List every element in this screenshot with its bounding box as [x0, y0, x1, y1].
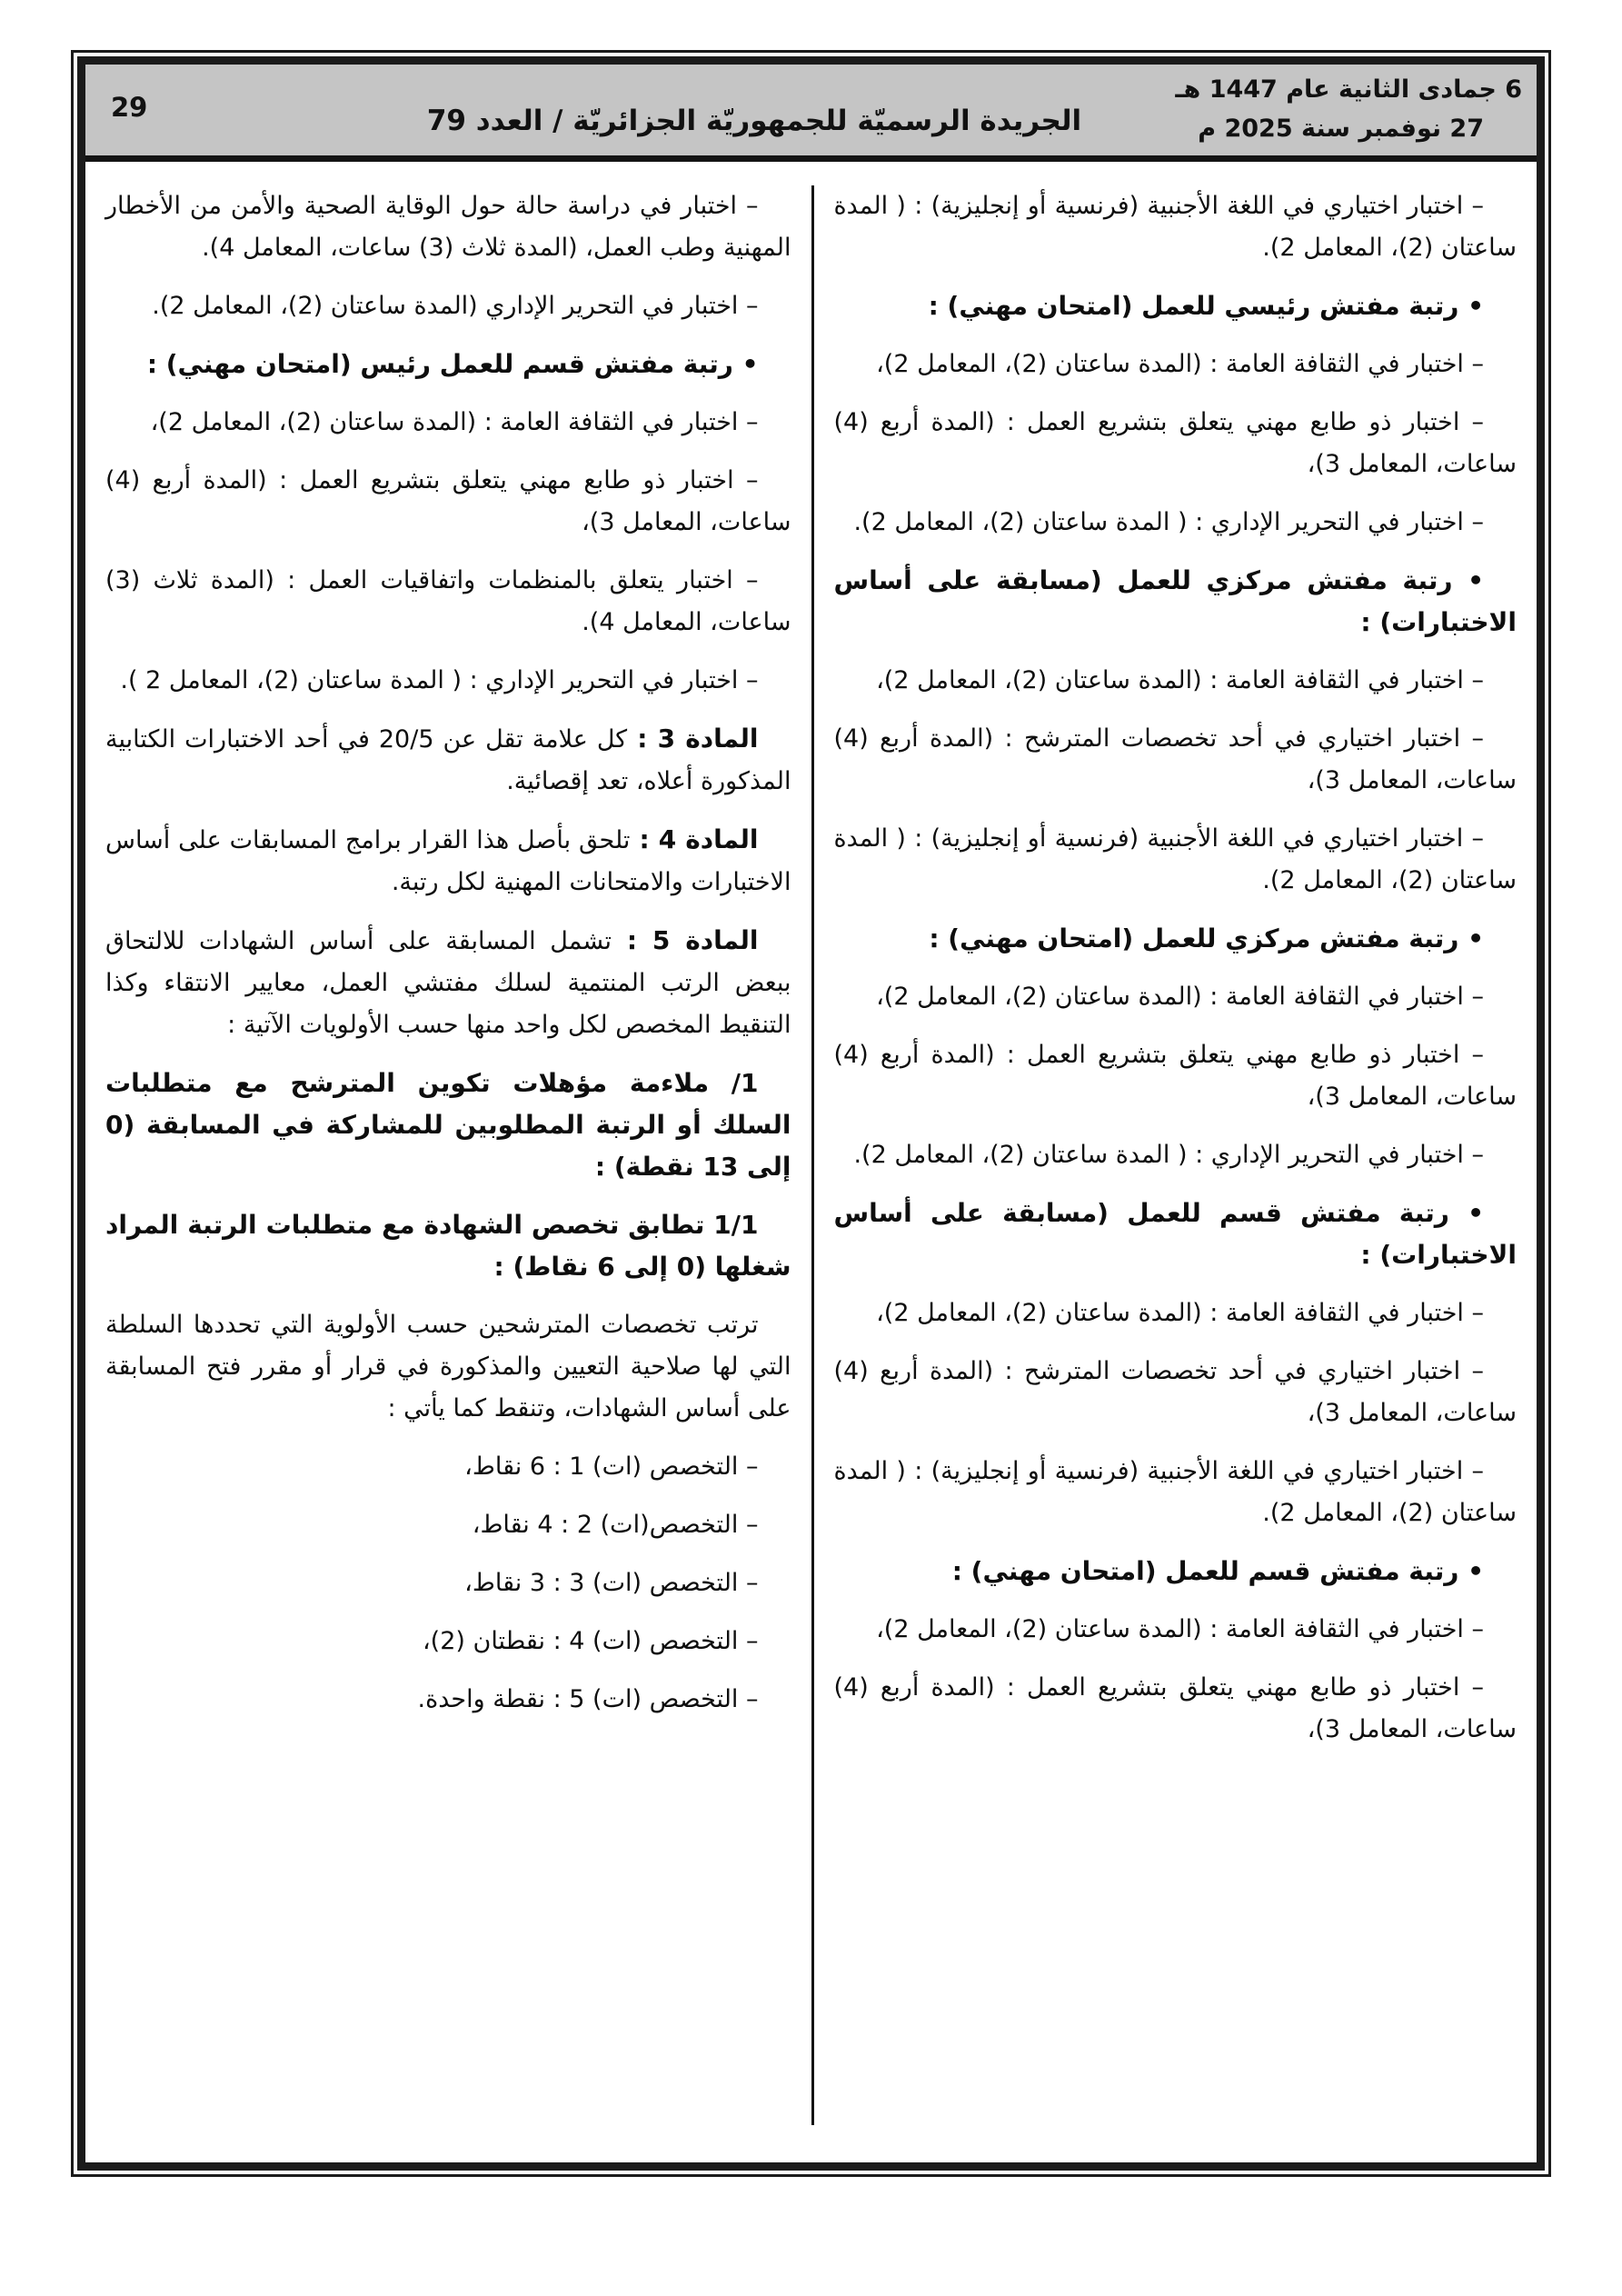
exam-item: – اختبار في الثقافة العامة : (المدة ساعتان (2)، المعامل 2)، [150, 408, 759, 436]
article-number: المادة 4 : [630, 824, 759, 854]
exam-item: – اختبار في الثقافة العامة : (المدة ساعتان (2)، المعامل 2)، [876, 666, 1484, 694]
exam-item: – اختبار في التحرير الإداري : ( المدة ساعتان (2)، المعامل 2). [853, 1141, 1484, 1169]
criteria-heading: 1/1 تطابق تخصص الشهادة مع متطلبات الرتبة المراد شغلها (0 إلى 6 نقاط) : [105, 1210, 791, 1282]
page-number: 29 [111, 92, 148, 123]
exam-item: – اختبار ذو طابع مهني يتعلق بتشريع العمل : (المدة أربع (4) ساعات، المعامل 3)، [833, 1673, 1517, 1743]
exam-item: – اختبار ذو طابع مهني يتعلق بتشريع العمل : (المدة أربع (4) ساعات، المعامل 3)، [833, 408, 1517, 478]
exam-item: – التخصص (ات) 5 : نقطة واحدة. [417, 1685, 759, 1713]
body-paragraph: ترتب تخصصات المترشحين حسب الأولوية التي تحددها السلطة التي لها صلاحية التعيين والمذكورة في قرار أو مقرر فتح المسابقة على أساس الشهادات، وتنقط كما يأتي : [105, 1311, 791, 1423]
exam-item: – التخصص(ات) 2 : 4 نقاط، [472, 1511, 759, 1539]
column-right [811, 185, 1537, 2125]
exam-item: – اختبار في دراسة حالة حول الوقاية الصحية والأمن من الأخطار المهنية وطب العمل، (المدة ثلاث (3) ساعات، المعامل 4). [105, 192, 791, 262]
article-number: المادة 3 : [627, 724, 759, 754]
masthead [85, 65, 1537, 162]
article-paragraph: المادة 4 : تلحق بأصل هذا القرار برامج المسابقات على أساس الاختبارات والامتحانات المهنية لكل رتبة. [105, 824, 791, 896]
exam-item: – التخصص (ات) 1 : 6 نقاط، [464, 1452, 759, 1481]
exam-item: – اختبار في التحرير الإداري : ( المدة ساعتان (2)، المعامل 2 ). [120, 666, 759, 694]
exam-item: – اختبار اختياري في أحد تخصصات المترشح : (المدة أربع (4) ساعات، المعامل 3)، [833, 1357, 1517, 1427]
exam-item: – اختبار اختياري في اللغة الأجنبية (فرنسية أو إنجليزية) : ( المدة ساعتان (2)، المعامل 2). [833, 824, 1517, 894]
page-body [85, 162, 1537, 2125]
exam-item: – اختبار اختياري في أحد تخصصات المترشح : (المدة أربع (4) ساعات، المعامل 3)، [833, 724, 1517, 794]
column-left [85, 185, 811, 2125]
hijri-date: 6 جمادى الثانية عام 1447 هـ [1175, 75, 1522, 104]
exam-item: – اختبار اختياري في اللغة الأجنبية (فرنسية أو إنجليزية) : ( المدة ساعتان (2)، المعامل 2). [833, 192, 1517, 262]
exam-item: – اختبار في التحرير الإداري : ( المدة ساعتان (2)، المعامل 2). [853, 508, 1484, 536]
rank-heading: • رتبة مفتش رئيسي للعمل (امتحان مهني) : [928, 291, 1484, 321]
exam-item: – اختبار في الثقافة العامة : (المدة ساعتان (2)، المعامل 2)، [876, 983, 1484, 1011]
exam-item: – اختبار ذو طابع مهني يتعلق بتشريع العمل : (المدة أربع (4) ساعات، المعامل 3)، [105, 466, 791, 536]
exam-item: – اختبار في الثقافة العامة : (المدة ساعتان (2)، المعامل 2)، [876, 350, 1484, 378]
exam-item: – اختبار في الثقافة العامة : (المدة ساعتان (2)، المعامل 2)، [876, 1299, 1484, 1327]
gregorian-date: 27 نوفمبر سنة 2025 م [1198, 115, 1484, 143]
article-number: المادة 5 : [611, 925, 759, 955]
rank-heading: • رتبة مفتش مركزي للعمل (مسابقة على أساس الاختبارات) : [833, 565, 1517, 637]
exam-item: – اختبار اختياري في اللغة الأجنبية (فرنسية أو إنجليزية) : ( المدة ساعتان (2)، المعامل 2). [833, 1457, 1517, 1527]
rank-heading: • رتبة مفتش قسم للعمل (امتحان مهني) : [951, 1556, 1484, 1586]
exam-item: – اختبار يتعلق بالمنظمات واتفاقيات العمل : (المدة ثلاث (3) ساعات، المعامل 4). [105, 566, 791, 636]
exam-item: – التخصص (ات) 4 : نقطتان (2)، [422, 1627, 759, 1655]
article-paragraph: المادة 3 : كل علامة تقل عن 20/5 في أحد الاختبارات الكتابية المذكورة أعلاه، تعد إقصائية. [105, 724, 791, 795]
criteria-heading: 1/ ملاءمة مؤهلات تكوين المترشح مع متطلبات السلك أو الرتبة المطلوبين للمشاركة في المسابقة (0 إلى 13 نقطة) : [105, 1068, 791, 1182]
exam-item: – اختبار في التحرير الإداري (المدة ساعتان (2)، المعامل 2). [152, 292, 759, 320]
exam-item: – اختبار ذو طابع مهني يتعلق بتشريع العمل : (المدة أربع (4) ساعات، المعامل 3)، [833, 1041, 1517, 1111]
exam-item: – اختبار في الثقافة العامة : (المدة ساعتان (2)، المعامل 2)، [876, 1615, 1484, 1643]
journal-title: الجريدة الرسميّة للجمهوريّة الجزائريّة / العدد 79 [426, 105, 1082, 137]
rank-heading: • رتبة مفتش قسم للعمل رئيس (امتحان مهني) : [146, 349, 759, 379]
rank-heading: • رتبة مفتش قسم للعمل (مسابقة على أساس الاختبارات) : [833, 1198, 1517, 1270]
page-frame [77, 56, 1545, 2171]
exam-item: – التخصص (ات) 3 : 3 نقاط، [464, 1569, 759, 1597]
article-paragraph: المادة 5 : تشمل المسابقة على أساس الشهادات للالتحاق ببعض الرتب المنتمية لسلك مفتشي العمل، معايير الانتقاء وكذا التنقيط المخصص لكل واحد منها حسب الأولويات الآتية : [105, 925, 791, 1039]
rank-heading: • رتبة مفتش مركزي للعمل (امتحان مهني) : [929, 923, 1484, 953]
